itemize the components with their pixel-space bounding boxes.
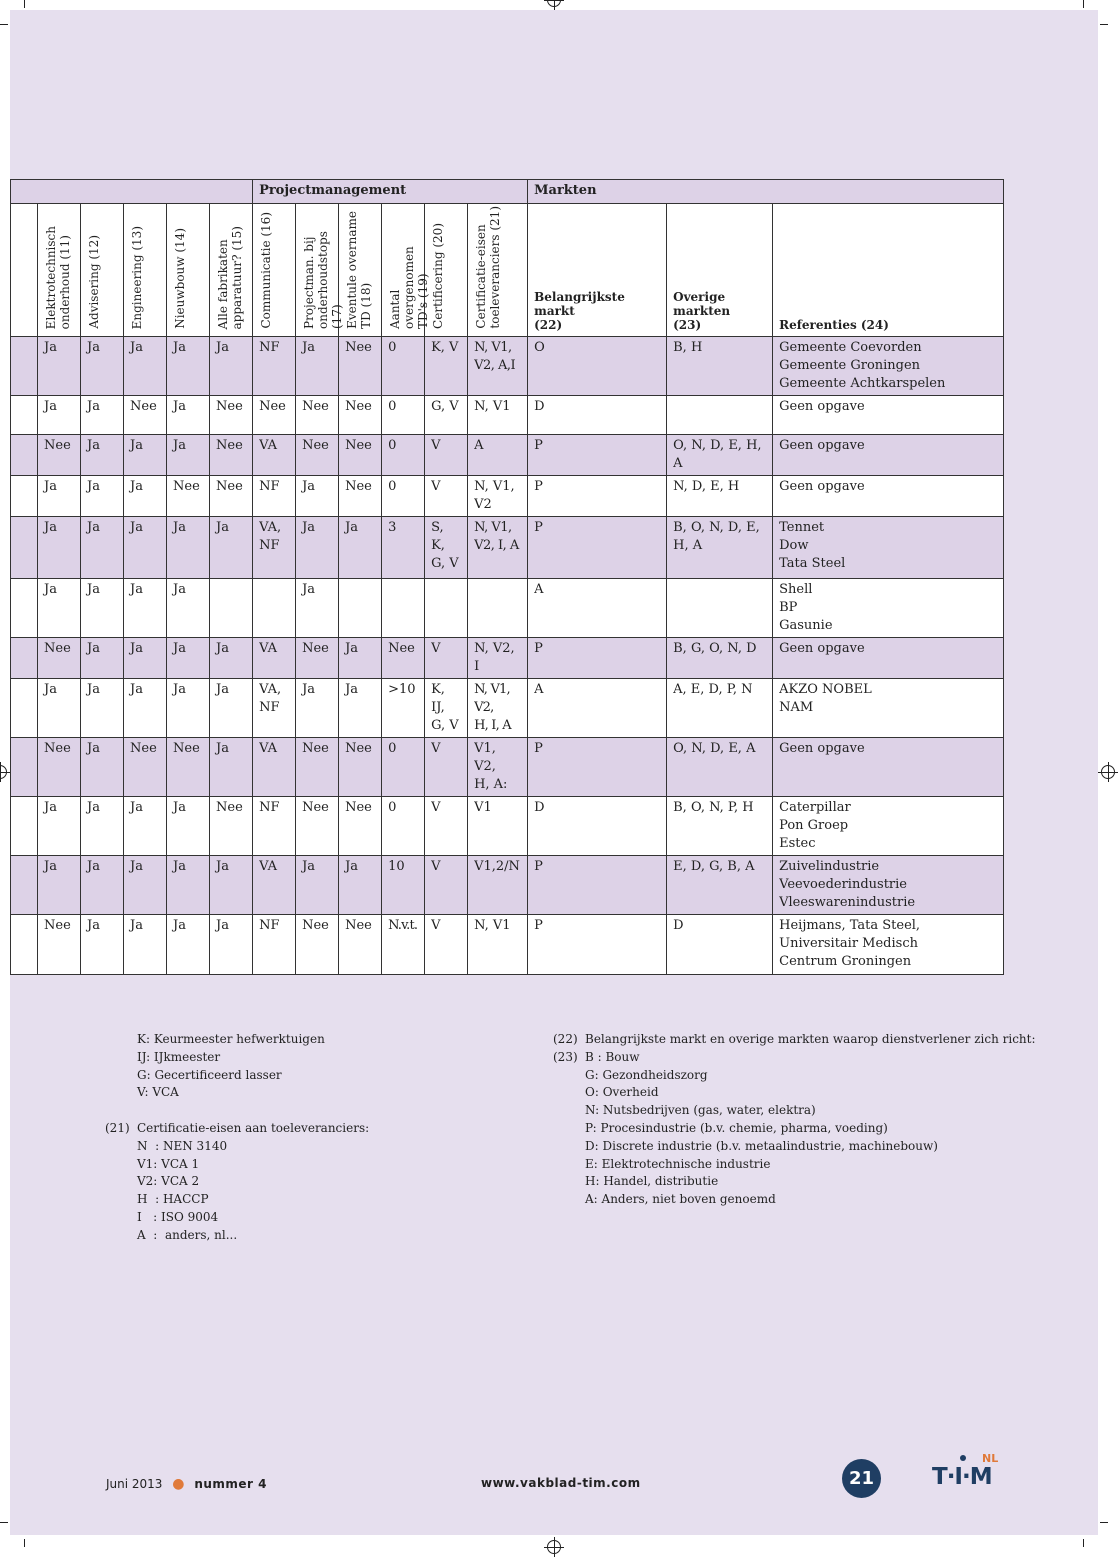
table-cell: P [528,517,667,579]
column-header-label: Engineering (13) [130,225,144,329]
table-cell: A, E, D, P, N [667,679,773,738]
column-header-certificatie-eisen [468,204,528,337]
column-header-label: Certificatie-eisen toeleveranciers (21) [474,206,503,329]
table-cell: Ja [167,435,210,476]
footnote-item: V2: VCA 2 [137,1174,200,1189]
table-cell: N, V1, V2 [468,476,528,517]
column-header-communicatie [253,204,296,337]
table-cell: Ja [124,856,167,915]
table-cell: Ja [81,679,124,738]
table-cell: Ja [167,679,210,738]
registration-mark [0,765,7,779]
group-header-markten: Markten [528,180,1004,204]
table-cell: Nee [210,797,253,856]
table-cell: Tennet Dow Tata Steel [773,517,1004,579]
table-cell: Ja [296,856,339,915]
table-cell: 0 [382,396,425,435]
column-header-label: Nieuwbouw (14) [173,228,187,329]
table-cell: NF [253,337,296,396]
footnote-item: E: Elektrotechnische industrie [585,1156,771,1171]
table-cell: Ja [296,476,339,517]
registration-mark [1101,765,1115,779]
table-cell: Ja [167,579,210,638]
table-cell [11,476,38,517]
table-cell: B, O, N, D, E, H, A [667,517,773,579]
table-cell: 0 [382,476,425,517]
footnote-number: (21) [105,1121,130,1135]
column-header-referenties [773,204,1004,337]
table-cell: Ja [210,517,253,579]
table-cell: Nee [296,915,339,975]
table-row [11,679,1004,738]
table-cell: V [425,638,468,679]
table-cell: Ja [38,396,81,435]
table-row [11,476,1004,517]
registration-mark [547,1540,561,1554]
cert-legend [137,1031,517,1102]
table-cell: 0 [382,435,425,476]
logo-wordmark: T·I·M [932,1464,992,1490]
table-cell: Heijmans, Tata Steel, Universitair Medisch Centrum Groningen [773,915,1004,975]
table-cell: Ja [124,517,167,579]
table-cell: NF [253,915,296,975]
table-cell: Ja [167,396,210,435]
footnote-21 [105,1120,505,1250]
table-cell [11,337,38,396]
footnote-item: V1: VCA 1 [137,1156,200,1171]
table-cell: V1 [468,797,528,856]
footnote-title: Certificatie-eisen aan toeleveranciers: [137,1121,370,1135]
table-cell: D [667,915,773,975]
table-cell: Ja [124,337,167,396]
table-cell [11,579,38,638]
table-cell: G, V [425,396,468,435]
table-cell: B, G, O, N, D [667,638,773,679]
crop-mark [24,1539,25,1547]
table-cell: Nee [167,738,210,797]
table-cell: Ja [167,517,210,579]
table-cell: Gemeente Coevorden Gemeente Groningen Gemeente Achtkarspelen [773,337,1004,396]
table-cell [11,396,38,435]
services-table [10,179,1004,975]
column-header-label: Certificering (20) [431,223,446,329]
footnote-21-body [137,1120,369,1245]
table-cell: Ja [81,517,124,579]
column-header-label: Elektrotechnisch onderhoud (11) [44,225,72,329]
table-cell: Ja [167,856,210,915]
table-cell: Nee [339,738,382,797]
crop-mark [0,1522,8,1523]
table-cell [11,856,38,915]
table-row [11,396,1004,435]
table-cell: VA [253,738,296,797]
table-cell: 10 [382,856,425,915]
table-cell: Ja [124,679,167,738]
column-header-eventuele-overname [339,204,382,337]
crop-mark [1083,0,1084,8]
table-cell: P [528,738,667,797]
table-cell: VA, NF [253,517,296,579]
table-cell [667,579,773,638]
table-cell: D [528,396,667,435]
table-cell: Ja [81,579,124,638]
table-cell: Nee [339,435,382,476]
table-cell: Nee [339,396,382,435]
cert-legend-line: K: Keurmeester hefwerktuigen [137,1032,325,1046]
footnote-22-23-body [585,1031,1036,1209]
table-cell: Ja [124,797,167,856]
footnote-item: H : HACCP [137,1192,209,1207]
column-header-label: Referenties (24) [779,318,889,332]
table-cell [468,579,528,638]
table-cell [11,435,38,476]
table-cell: Geen opgave [773,435,1004,476]
table-cell: V [425,435,468,476]
table-cell: Nee [382,638,425,679]
logo-superscript: NL [982,1452,999,1465]
footnote-item: B : Bouw [585,1049,640,1064]
column-header-label: Belangrijkste markt (22) [534,290,625,332]
table-cell: Ja [167,337,210,396]
table-cell [253,579,296,638]
table-cell: B, O, N, P, H [667,797,773,856]
table-cell: Ja [81,915,124,975]
table-cell: Ja [210,915,253,975]
table-cell: Ja [81,396,124,435]
footnote-item: G: Gezondheidszorg [585,1067,708,1082]
table-cell: Geen opgave [773,396,1004,435]
table-cell: N, V1, V2, A,I [468,337,528,396]
table-cell: Geen opgave [773,476,1004,517]
table-cell: N, V1 [468,915,528,975]
table-cell: Nee [339,915,382,975]
table-row [11,915,1004,975]
table-cell: P [528,915,667,975]
crop-mark [0,24,8,25]
column-header-nieuwbouw [167,204,210,337]
table-cell: Ja [38,579,81,638]
crop-mark [1083,1539,1084,1547]
column-header-belangrijkste-markt [528,204,667,337]
table-cell: V1,2/N [468,856,528,915]
table-cell: Ja [38,797,81,856]
table-cell: Ja [210,337,253,396]
table-cell: 3 [382,517,425,579]
group-header-row [11,180,1004,204]
table-cell: Ja [124,579,167,638]
table-cell: V [425,738,468,797]
table-cell: VA [253,856,296,915]
table-cell: Nee [124,396,167,435]
table-cell [425,579,468,638]
table-cell: Caterpillar Pon Groep Estec [773,797,1004,856]
footnote-item: I : ISO 9004 [137,1209,219,1224]
table-cell: Ja [296,679,339,738]
column-header-overige-markten [667,204,773,337]
table-cell: P [528,638,667,679]
table-row [11,517,1004,579]
table-cell: N, V1 [468,396,528,435]
table-cell: A [528,579,667,638]
footnote-title: Belangrijkste markt en overige markten waarop dienstverlener zich richt: [585,1032,1036,1046]
table-cell: P [528,856,667,915]
column-header-label: Communicatie (16) [259,212,274,329]
footer-date: Juni 2013 [106,1477,163,1491]
table-cell [667,396,773,435]
column-header-alle-fabrikaten [210,204,253,337]
footnote-item: A : anders, nl... [137,1227,238,1242]
footnote-22-23 [553,1031,1036,1221]
column-header-row [11,204,1004,337]
crop-mark [1100,1522,1108,1523]
table-cell: Ja [81,797,124,856]
column-header-certificering [425,204,468,337]
table-cell: Ja [339,517,382,579]
table-cell: Nee [210,435,253,476]
footnote-item: N : NEN 3140 [137,1138,228,1153]
footnote-item: D: Discrete industrie (b.v. metaalindustrie, machinebouw) [585,1138,938,1153]
table-cell: E, D, G, B, A [667,856,773,915]
table-cell: Ja [124,915,167,975]
table-row [11,738,1004,797]
table-cell: V [425,797,468,856]
table-cell: Ja [296,579,339,638]
table-cell: Ja [124,638,167,679]
table-cell: Ja [124,435,167,476]
table-cell: Zuivelindustrie Veevoederindustrie Vleeswarenindustrie [773,856,1004,915]
table-cell: Nee [38,638,81,679]
table-cell: Ja [339,679,382,738]
table-cell: V [425,856,468,915]
table-cell: Ja [81,337,124,396]
table-cell: Ja [167,915,210,975]
table-cell [11,517,38,579]
logo-dot-icon [960,1455,966,1461]
table-cell: N.v.t. [382,915,425,975]
table-row [11,638,1004,679]
table-cell: Ja [296,337,339,396]
table-cell: Nee [296,435,339,476]
table-cell [11,915,38,975]
table-cell [339,579,382,638]
table-cell: Ja [38,517,81,579]
table-cell: V [425,915,468,975]
table-cell: Ja [210,679,253,738]
table-cell: VA [253,435,296,476]
table-cell [11,638,38,679]
table-cell: 0 [382,797,425,856]
table-cell: N, V2, I [468,638,528,679]
table-cell: Nee [124,738,167,797]
table-cell [11,679,38,738]
column-header-projectman [296,204,345,337]
table-cell: V [425,476,468,517]
column-header-label: Eventule overname TD (18) [345,211,374,329]
column-header-label: Overige markten (23) [673,290,731,332]
tim-logo [932,1452,1004,1494]
footnote-item: N: Nutsbedrijven (gas, water, elektra) [585,1103,816,1118]
table-cell: VA [253,638,296,679]
column-header-aantal-overgenomen [382,204,431,337]
page-number-badge: 21 [842,1459,881,1498]
table-body [11,337,1004,975]
table-cell: P [528,435,667,476]
footnote-item: O: Overheid [585,1085,659,1100]
table-row [11,337,1004,396]
table-cell: Ja [210,738,253,797]
table-cell: K, IJ, G, V [425,679,468,738]
table-cell [11,738,38,797]
table-cell: Ja [210,856,253,915]
table-cell: A [468,435,528,476]
table-cell: Ja [38,337,81,396]
footer-dot-icon: ● [172,1476,185,1492]
table-cell: B, H [667,337,773,396]
table-cell: Nee [167,476,210,517]
crop-mark [1100,24,1108,25]
table-row [11,856,1004,915]
table-row [11,797,1004,856]
table-cell: Nee [339,476,382,517]
column-header-label: Alle fabrikaten apparatuur? (15) [216,225,244,329]
table-cell: D [528,797,667,856]
table-cell: NF [253,476,296,517]
cert-legend-line: IJ: IJkmeester [137,1049,221,1064]
table-cell: O, N, D, E, H, A [667,435,773,476]
table-row [11,579,1004,638]
footer-website[interactable]: www.vakblad-tim.com [481,1476,641,1490]
footer-issue [106,1476,267,1492]
table-cell: Nee [210,396,253,435]
table-cell: Ja [81,856,124,915]
footnote-item: P: Procesindustrie (b.v. chemie, pharma, voeding) [585,1120,888,1135]
column-header-advisering [81,204,124,337]
table-row [11,435,1004,476]
footer-issue-number: nummer 4 [194,1477,267,1491]
crop-mark [24,0,25,8]
column-header-engineering [124,204,167,337]
table-cell: P [528,476,667,517]
table-cell: Ja [296,517,339,579]
table-cell: Nee [38,915,81,975]
cert-legend-line: V: VCA [137,1085,179,1100]
table-cell: Nee [38,435,81,476]
table-cell: Ja [81,476,124,517]
group-header-blank [11,180,253,204]
table-cell: Nee [296,738,339,797]
table-cell: Nee [339,797,382,856]
footnote-item: H: Handel, distributie [585,1174,719,1189]
table-cell: Ja [81,638,124,679]
table-cell: O [528,337,667,396]
table-cell: AKZO NOBEL NAM [773,679,1004,738]
table-cell: Ja [167,638,210,679]
registration-mark [547,0,561,7]
table-cell: V1, V2, H, A: [468,738,528,797]
cert-legend-line: G: Gecertificeerd lasser [137,1067,282,1082]
table-cell: Ja [81,435,124,476]
table-cell: VA, NF [253,679,296,738]
table-cell: S, K, G, V [425,517,468,579]
table-cell [11,797,38,856]
column-header-blank [11,204,38,337]
column-header-label: Projectman. bij onderhoudstops (17) [302,231,345,329]
table-cell: Ja [81,738,124,797]
table-cell: A [528,679,667,738]
table-cell: 0 [382,738,425,797]
table-cell: >10 [382,679,425,738]
table-cell [382,579,425,638]
column-header-label: Aantal overgenomen TD's (19) [388,246,431,329]
table-cell: Ja [167,797,210,856]
table-cell: Geen opgave [773,738,1004,797]
table-cell: Ja [210,638,253,679]
table-cell: Ja [38,856,81,915]
table-cell: Ja [38,679,81,738]
table-cell: Geen opgave [773,638,1004,679]
table-cell: N, D, E, H [667,476,773,517]
table-cell: Ja [38,476,81,517]
table-cell: Shell BP Gasunie [773,579,1004,638]
footnote-number: (23) [553,1049,578,1064]
table-cell: Nee [210,476,253,517]
table-cell: Nee [339,337,382,396]
table-cell: N, V1, V2, I, A [468,517,528,579]
column-header-elektrotechnisch-onderhoud [38,204,81,337]
table-cell [210,579,253,638]
table-cell: Ja [339,856,382,915]
table-cell: K, V [425,337,468,396]
table-cell: O, N, D, E, A [667,738,773,797]
column-header-label: Advisering (12) [87,235,101,329]
footnote-item: A: Anders, niet boven genoemd [585,1192,776,1207]
table-cell: Ja [339,638,382,679]
table-cell: Nee [253,396,296,435]
table-cell: Nee [296,396,339,435]
footnote-number: (22) [553,1032,578,1046]
table-cell: 0 [382,337,425,396]
table-cell: Ja [124,476,167,517]
table-cell: N, V1, V2, H, I, A [468,679,528,738]
table-cell: Nee [296,797,339,856]
table-cell: Nee [296,638,339,679]
group-header-projectmanagement: Projectmanagement [253,180,528,204]
table-cell: Nee [38,738,81,797]
table-cell: NF [253,797,296,856]
